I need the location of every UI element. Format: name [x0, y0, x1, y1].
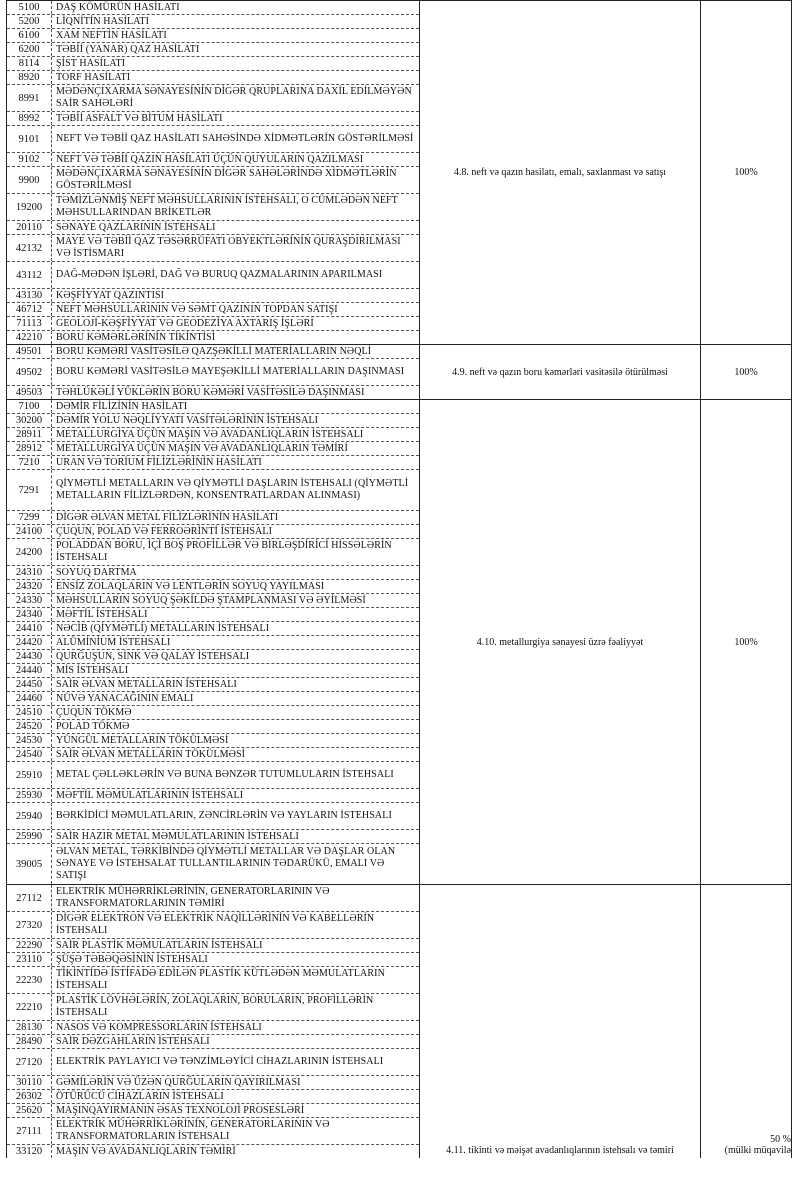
- table-row: [7, 1049, 419, 1076]
- activity-name: NÜVƏ YANACAĞININ EMALI: [56, 692, 194, 704]
- table-row: [7, 15, 419, 29]
- activity-name: GƏMİLƏRİN VƏ ÜZƏN QURĞULARIN QAYIRILMASI: [56, 1076, 301, 1088]
- code-list: [7, 400, 420, 884]
- table-row: [7, 830, 419, 844]
- activity-code: 25990: [7, 830, 52, 843]
- table-row: [7, 953, 419, 967]
- table-row: [7, 112, 419, 126]
- activity-code: 24310: [7, 566, 52, 579]
- activity-name: URAN VƏ TORİUM FİLİZLƏRİNİN HASİLATI: [56, 456, 262, 468]
- activity-table: [6, 0, 792, 1158]
- activity-code: 27111: [7, 1118, 52, 1144]
- activity-code: 24340: [7, 608, 52, 621]
- activity-code: 42210: [7, 331, 52, 344]
- activity-name: MAYE VƏ TƏBİİ QAZ TƏSƏRRÜFATI OBYEKTLƏRİNİN QURAŞDIRILMASI VƏ İSTİSMARI: [56, 236, 401, 259]
- table-row: [7, 692, 419, 706]
- activity-code: 28912: [7, 442, 52, 455]
- code-list: [7, 1, 420, 344]
- table-row: [7, 608, 419, 622]
- table-row: [7, 734, 419, 748]
- activity-name: ƏLVAN METAL, TƏRKİBİNDƏ QİYMƏTLİ METALLAR VƏ DAŞLAR OLAN SƏNAYE VƏ İSTEHSALAT TULLANTILARININ TƏDARÜKÜ, EMALI VƏ SATIŞI: [56, 846, 396, 881]
- table-row: [7, 678, 419, 692]
- table-row: [7, 594, 419, 608]
- activity-name: QİYMƏTLİ METALLARIN VƏ QİYMƏTLİ DAŞLARIN İSTEHSALI (QİYMƏTLİ METALLARIN FİLİZLƏRDƏN, KONSENTRATLARDAN ALINMASI): [56, 478, 409, 501]
- activity-group: [6, 399, 792, 884]
- activity-code: 8920: [7, 71, 52, 84]
- activity-code: 28911: [7, 428, 52, 441]
- activity-category: 4.10. metallurgiya sənayesi üzrə fəaliyyət: [420, 400, 701, 884]
- table-row: [7, 994, 419, 1021]
- activity-code: 23110: [7, 953, 52, 966]
- activity-code: 8991: [7, 85, 52, 111]
- table-row: [7, 126, 419, 153]
- table-row: [7, 428, 419, 442]
- activity-code: 19200: [7, 194, 52, 220]
- activity-code: 6100: [7, 29, 52, 42]
- activity-name: ÇUQUN, POLAD VƏ FERROƏRİNTİ İSTEHSALI: [56, 525, 273, 537]
- table-row: [7, 153, 419, 167]
- share-cell: [701, 400, 791, 884]
- activity-code: 24540: [7, 748, 52, 761]
- table-row: [7, 331, 419, 344]
- table-row: [7, 1076, 419, 1090]
- activity-code: 25940: [7, 803, 52, 829]
- activity-name: XAM NEFTİN HASİLATI: [56, 29, 167, 41]
- table-row: [7, 939, 419, 953]
- share-note: (mülki müqavilə: [724, 1145, 791, 1156]
- activity-name: SAİR DƏZGAHLARIN İSTEHSALI: [56, 1035, 210, 1047]
- table-row: [7, 167, 419, 194]
- activity-code: 5200: [7, 15, 52, 28]
- activity-category: 4.8. neft və qazın hasilatı, emalı, saxlanması və satışı: [420, 1, 701, 344]
- activity-code: 7291: [7, 470, 52, 510]
- activity-name: BORU KƏMƏRLƏRİNİN TİKİNTİSİ: [56, 331, 216, 343]
- activity-code: 25930: [7, 789, 52, 802]
- activity-code: 9102: [7, 153, 52, 166]
- activity-group: [6, 884, 792, 1158]
- activity-code: 49501: [7, 345, 52, 358]
- activity-name: ŞÜŞƏ TƏBƏQƏSİNİN İSTEHSALI: [56, 953, 208, 965]
- activity-name: NEFT VƏ TƏBİİ QAZIN HASİLATI ÜÇÜN QUYULARIN QAZILMASI: [56, 153, 364, 165]
- activity-name: MƏFTİL İSTEHSALI: [56, 608, 148, 620]
- activity-code: 42132: [7, 235, 52, 261]
- activity-category: 4.11. tikinti və məişət avadanlıqlarının istehsalı və təmiri: [420, 885, 701, 1158]
- activity-category: 4.9. neft və qazın boru kəmərləri vasitəsilə ötürülməsi: [420, 345, 701, 399]
- activity-name: SOYUQ DARTMA: [56, 566, 137, 578]
- table-row: [7, 762, 419, 789]
- code-list: [7, 885, 420, 1158]
- activity-code: 6200: [7, 43, 52, 56]
- table-row: [7, 1035, 419, 1049]
- table-row: [7, 885, 419, 912]
- activity-code: 22290: [7, 939, 52, 952]
- activity-name: ŞİST HASİLATI: [56, 57, 126, 69]
- activity-code: 24510: [7, 706, 52, 719]
- activity-code: 26302: [7, 1090, 52, 1103]
- table-row: [7, 580, 419, 594]
- activity-name: ENSİZ ZOLAQLARIN VƏ LENTLƏRİN SOYUQ YAYILMASI: [56, 580, 325, 592]
- activity-name: MƏDƏNÇIXARMA SƏNAYESİNİN DİGƏR SAHƏLƏRİNDƏ XİDMƏTLƏRİN GÖSTƏRİLMƏSİ: [56, 168, 397, 191]
- activity-code: 28130: [7, 1021, 52, 1034]
- share-value: 50 %: [770, 1134, 791, 1145]
- activity-name: ALÜMİNİUM İSTEHSALI: [56, 636, 171, 648]
- activity-name: POLAD TÖKMƏ: [56, 720, 130, 732]
- table-row: [7, 345, 419, 359]
- activity-name: METAL ÇƏLLƏKLƏRİN VƏ BUNA BƏNZƏR TUTUMLULARIN İSTEHSALI: [56, 769, 394, 780]
- activity-code: 22230: [7, 967, 52, 993]
- table-row: [7, 414, 419, 428]
- activity-name: MƏFTİL MƏMULATLARININ İSTEHSALI: [56, 789, 244, 801]
- table-row: [7, 525, 419, 539]
- activity-name: TİKİNTİDƏ İSTİFADƏ EDİLƏN PLASTİK KÜTLƏDƏN MƏMULATLARIN İSTEHSALI: [56, 968, 385, 991]
- table-row: [7, 1104, 419, 1118]
- activity-name: DİGƏR ƏLVAN METAL FİLİZLƏRİNİN HASİLATI: [56, 511, 279, 523]
- share-value: 100%: [734, 167, 758, 178]
- activity-name: KƏŞFİYYAT QAZINTISI: [56, 289, 165, 301]
- activity-code: 24520: [7, 720, 52, 733]
- activity-code: 8992: [7, 112, 52, 125]
- table-row: [7, 470, 419, 511]
- activity-name: SAİR ƏLVAN METALLARIN TÖKÜLMƏSİ: [56, 748, 246, 760]
- activity-code: 43112: [7, 262, 52, 288]
- activity-name: ELEKTRİK MÜHƏRRİKLƏRİNİN, GENERATORLARININ VƏ TRANSFORMATORLARIN İSTEHSALI: [56, 1119, 330, 1142]
- table-row: [7, 912, 419, 939]
- activity-code: 7299: [7, 511, 52, 524]
- activity-name: BORU KƏMƏRİ VASİTƏSİLƏ QAZŞƏKİLLİ MATERİALLARIN NƏQLİ: [56, 345, 372, 357]
- activity-code: 71113: [7, 317, 52, 330]
- activity-code: 9900: [7, 167, 52, 193]
- table-row: [7, 386, 419, 399]
- activity-name: TORF HASİLATI: [56, 71, 131, 83]
- activity-name: MİS İSTEHSALI: [56, 664, 129, 676]
- activity-name: BƏRKİDİCİ MƏMULATLARIN, ZƏNCİRLƏRİN VƏ YAYLARIN İSTEHSALI: [56, 810, 392, 821]
- activity-code: 24200: [7, 539, 52, 565]
- table-row: [7, 359, 419, 386]
- activity-code: 7210: [7, 456, 52, 469]
- activity-code: 8114: [7, 57, 52, 70]
- table-row: [7, 748, 419, 762]
- activity-name: DİGƏR ELEKTRON VƏ ELEKTRİK NAQİLLƏRİNİN VƏ KABELLƏRİN İSTEHSALI: [56, 913, 375, 936]
- share-value: 100%: [734, 636, 758, 648]
- activity-code: 24430: [7, 650, 52, 663]
- activity-code: 27320: [7, 912, 52, 938]
- table-row: [7, 43, 419, 57]
- activity-name: MƏDƏNÇIXARMA SƏNAYESİNİN DİGƏR QRUPLARINA DAXİL EDİLMƏYƏN SAİR SAHƏLƏRİ: [56, 86, 412, 109]
- activity-name: NƏCİB (QİYMƏTLİ) METALLARIN İSTEHSALI: [56, 622, 270, 634]
- table-row: [7, 1090, 419, 1104]
- table-row: [7, 194, 419, 221]
- activity-name: SAİR HAZIR METAL MƏMULATLARININ İSTEHSALI: [56, 830, 299, 842]
- activity-name: MAŞIN VƏ AVADANLIQLARIN TƏMİRİ: [56, 1145, 236, 1157]
- activity-name: DƏMİR YOLU NƏQLİYYATI VASİTƏLƏRİNİN İSTEHSALI: [56, 414, 319, 426]
- activity-name: DAĞ-MƏDƏN İŞLƏRİ, DAĞ VƏ BURUQ QAZMALARININ APARILMASI: [56, 269, 383, 280]
- table-row: [7, 262, 419, 289]
- activity-code: 46712: [7, 303, 52, 316]
- table-row: [7, 29, 419, 43]
- table-row: [7, 1145, 419, 1158]
- activity-name: ÖTÜRÜCÜ CİHAZLARIN İSTEHSALI: [56, 1090, 224, 1102]
- activity-code: 24100: [7, 525, 52, 538]
- activity-code: 24420: [7, 636, 52, 649]
- activity-name: DAŞ KÖMÜRÜN HASİLATI: [56, 1, 180, 13]
- table-row: [7, 456, 419, 470]
- activity-code: 49503: [7, 386, 52, 399]
- activity-code: 7100: [7, 400, 52, 413]
- activity-code: 24440: [7, 664, 52, 677]
- activity-name: METALLURGİYA ÜÇÜN MAŞIN VƏ AVADANLIQLARIN İSTEHSALI: [56, 428, 364, 440]
- activity-name: SƏNAYE QAZLARININ İSTEHSALI: [56, 221, 216, 233]
- activity-code: 43130: [7, 289, 52, 302]
- activity-name: TƏMİZLƏNMİŞ NEFT MƏHSULLARININ İSTEHSALI, O CÜMLƏDƏN NEFT MƏHSULLARINDAN BRİKETLƏR: [56, 195, 398, 218]
- activity-name: TƏBİİ ASFALT VƏ BİTUM HASİLATI: [56, 112, 223, 124]
- activity-name: GEOLOJİ-KƏŞFİYYAT VƏ GEODEZİYA AXTARIŞ İŞLƏRİ: [56, 317, 314, 329]
- activity-name: TƏHLÜKƏLİ YÜKLƏRİN BORU KƏMƏRİ VASİTƏSİLƏ DAŞINMASI: [56, 386, 365, 398]
- activity-code: 28490: [7, 1035, 52, 1048]
- activity-code: 24460: [7, 692, 52, 705]
- table-row: [7, 803, 419, 830]
- activity-code: 20110: [7, 221, 52, 234]
- table-row: [7, 57, 419, 71]
- activity-name: SAİR PLASTİK MƏMULATLARIN İSTEHSALI: [56, 939, 263, 951]
- activity-code: 25620: [7, 1104, 52, 1117]
- activity-name: MAŞINQAYIRMANIN ƏSAS TEXNOLOJİ PROSESLƏRİ: [56, 1104, 305, 1116]
- activity-name: DƏMİR FİLİZİNİN HASİLATI: [56, 400, 188, 412]
- activity-name: ÇUQUN TÖKMƏ: [56, 706, 132, 718]
- activity-name: NASOS VƏ KOMPRESSORLARIN İSTEHSALI: [56, 1021, 262, 1033]
- activity-code: 27120: [7, 1049, 52, 1075]
- activity-name: POLADDAN BORU, İÇİ BOŞ PROFİLLƏR VƏ BİRLƏŞDİRİCİ HİSSƏLƏRİN İSTEHSALI: [56, 540, 392, 563]
- activity-code: 33120: [7, 1145, 52, 1158]
- activity-code: 30200: [7, 414, 52, 427]
- table-row: [7, 650, 419, 664]
- activity-name: ELEKTRİK PAYLAYICI VƏ TƏNZİMLƏYİCİ CİHAZLARININ İSTEHSALI: [56, 1056, 384, 1067]
- activity-name: ELEKTRİK MÜHƏRRİKLƏRİNİN, GENERATORLARININ VƏ TRANSFORMATORLARININ TƏMİRİ: [56, 886, 330, 909]
- activity-code: 25910: [7, 762, 52, 788]
- table-row: [7, 400, 419, 414]
- table-row: [7, 636, 419, 650]
- table-row: [7, 235, 419, 262]
- share-cell: [701, 885, 791, 1158]
- activity-code: 9101: [7, 126, 52, 152]
- activity-code: 24530: [7, 734, 52, 747]
- activity-code: 22210: [7, 994, 52, 1020]
- activity-name: YÜNGÜL METALLARIN TÖKÜLMƏSİ: [56, 734, 229, 746]
- activity-name: BORU KƏMƏRİ VASİTƏSİLƏ MAYEŞƏKİLLİ MATERİALLARIN DAŞINMASI: [56, 366, 405, 377]
- activity-name: SAİR ƏLVAN METALLARIN İSTEHSALI: [56, 678, 237, 690]
- activity-code: 30110: [7, 1076, 52, 1089]
- activity-code: 5100: [7, 1, 52, 14]
- activity-code: 49502: [7, 359, 52, 385]
- table-row: [7, 706, 419, 720]
- table-row: [7, 303, 419, 317]
- table-row: [7, 539, 419, 566]
- table-row: [7, 1118, 419, 1145]
- table-row: [7, 317, 419, 331]
- table-row: [7, 720, 419, 734]
- table-row: [7, 442, 419, 456]
- table-row: [7, 844, 419, 884]
- share-cell: [701, 1, 791, 344]
- code-list: [7, 345, 420, 399]
- activity-name: NEFT MƏHSULLARININ VƏ SƏMT QAZININ TOPDAN SATIŞI: [56, 303, 338, 315]
- activity-name: METALLURGİYA ÜÇÜN MAŞIN VƏ AVADANLIQLARIN TƏMİRİ: [56, 442, 348, 454]
- table-row: [7, 1021, 419, 1035]
- activity-code: 24410: [7, 622, 52, 635]
- table-row: [7, 967, 419, 994]
- share-cell: [701, 345, 791, 399]
- activity-name: PLASTİK LÖVHƏLƏRİN, ZOLAQLARIN, BORULARIN, PROFİLLƏRİN İSTEHSALI: [56, 995, 374, 1018]
- activity-code: 24320: [7, 580, 52, 593]
- activity-group: [6, 344, 792, 399]
- activity-code: 24450: [7, 678, 52, 691]
- activity-name: LİQNİTİN HASİLATI: [56, 15, 150, 27]
- table-row: [7, 221, 419, 235]
- activity-name: TƏBİİ (YANAR) QAZ HASİLATI: [56, 43, 200, 55]
- activity-name: MƏHSULLARIN SOYUQ ŞƏKİLDƏ ŞTAMPLANMASI VƏ ƏYİLMƏSİ: [56, 594, 366, 606]
- activity-group: [6, 0, 792, 344]
- activity-code: 39005: [7, 844, 52, 884]
- activity-code: 27112: [7, 885, 52, 911]
- table-row: [7, 511, 419, 525]
- table-row: [7, 566, 419, 580]
- table-row: [7, 1, 419, 15]
- activity-name: QURĞUŞUN, SİNK VƏ QALAY İSTEHSALI: [56, 650, 250, 662]
- table-row: [7, 289, 419, 303]
- table-row: [7, 71, 419, 85]
- activity-name: NEFT VƏ TƏBİİ QAZ HASİLATI SAHƏSİNDƏ XİDMƏTLƏRİN GÖSTƏRİLMƏSİ: [56, 133, 414, 144]
- table-row: [7, 664, 419, 678]
- share-value: 100%: [734, 366, 758, 378]
- table-row: [7, 789, 419, 803]
- table-row: [7, 85, 419, 112]
- table-row: [7, 622, 419, 636]
- activity-code: 24330: [7, 594, 52, 607]
